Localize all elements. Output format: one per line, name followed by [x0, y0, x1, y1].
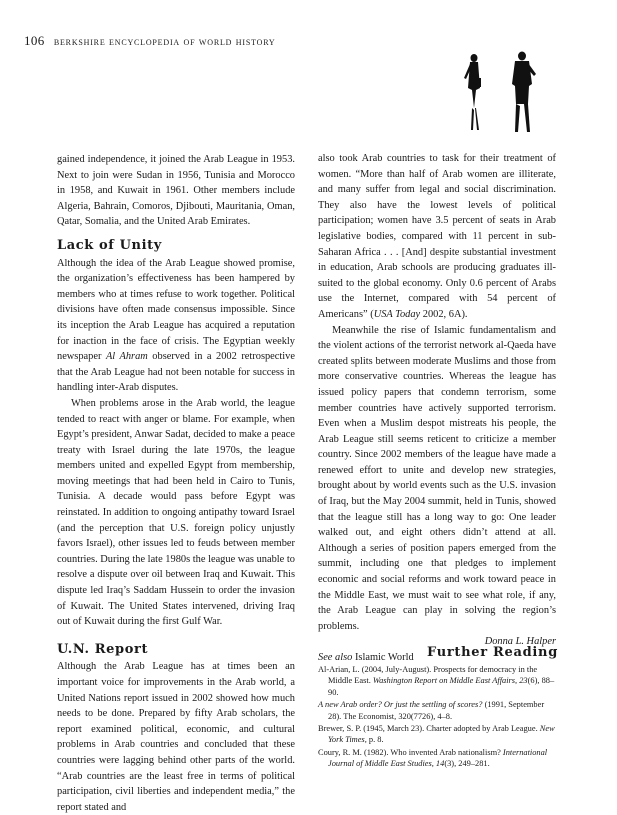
- see-also-label: See also: [318, 652, 353, 663]
- running-title: berkshire encyclopedia of world history: [53, 36, 276, 48]
- right-column: [318, 151, 556, 666]
- left-column: [57, 152, 295, 815]
- paragraph-lack-of-unity: Although the idea of the Arab League showed promise, the organization’s effectiveness has been hampered by members who at times refuse to work together. Political divisions have often made consensus impossible. Since its inception the Arab League has acquired a reputation for inaction in the face of crisis. The Egyptian weekly newspaper Al Ahram observed in a 2002 retrospective that the Arab League had not been notable for success in handling inter-Arab disputes.: [57, 257, 295, 394]
- reference-item: Coury, R. M. (1982). Who invented Arab nationalism? International Journal of Middle East Studies, 14(3), 249–281.: [318, 747, 548, 769]
- see-also-link[interactable]: Islamic World: [352, 652, 414, 663]
- further-reading: [318, 645, 558, 771]
- further-reading-title: Further Reading: [427, 645, 558, 660]
- paragraph-problems: When problems arose in the Arab world, the league tended to react with anger or blame. For example, when Egypt’s president, Anwar Sadat, decided to make a peace treaty with Israel during the late 1970s, the league members united and expelled Egypt from membership, moving meetings that had been held in Cairo to Tunis, Tunisia. A decade would pass before Egypt was reinstated. In addition to ongoing antipathy toward Israel (and the perception that U.S. foreign policy unjustly favors Israel), other issues led to feuds between member countries. During the late 1980s the league was unable to resolve a dispute over oil between Iraq and Kuwait. This dispute led Iraq’s Saddam Hussein to order the invasion of Kuwait. The United States intervened, driving Iraq out of Kuwait during the first Gulf War.: [57, 397, 295, 628]
- page-number: 106: [24, 33, 45, 48]
- al-ahram-title: Al Ahram: [105, 351, 148, 363]
- usa-today-title: USA Today: [373, 308, 421, 320]
- reference-item: A new Arab order? Or just the settling of scores? (1991, September 28). The Economist, 320(7726), 4–8.: [318, 700, 545, 721]
- paragraph-intro: gained independence, it joined the Arab League in 1953. Next to join were Sudan in 1956, Tunisia and Morocco in 1958, and Kuwait in 1961. Other members include Algeria, Bahrain, Comoros, Djibouti, Mauritania, Oman, Qatar, Somalia, and the United Arab Emirates.: [57, 154, 295, 228]
- paragraph-fundamentalism: Meanwhile the rise of Islamic fundamentalism and the violent actions of the terrorist network al-Qaeda have created splits between moderate Muslims and those from more conservative countries. Whereas the league has issued policy papers that condemn terrorism, some member countries have actively supported terrorism. Even when a Muslim despot mistreats his people, the Arab League still seems reticent to criticize a member country. Since 2002 members of the league have made a renewed effort to unite and develop new strategies, brought about by world events such as the U.S. invasion of Iraq, but the May 2004 summit, held in Tunis, showed that the league still has a long way to go: One leader walked out, and eight others didn’t attend at all. Although a series of position papers emerged from the summit, including one that pledges to implement economic and social reforms and work toward peace in the Middle East, we must wait to see what role, if any, the Arab League can play in solving the region’s problems.: [318, 324, 556, 632]
- author-signature: Donna L. Halper: [484, 636, 556, 648]
- heading-un-report: U.N. Report: [57, 641, 149, 657]
- paragraph-un-report: Although the Arab League has at times been an important voice for improvements in the Arab world, a United Nations report issued in 2002 showed how much needs to be done. Prepared by fifty Arab scholars, the report examined political, economic, and cultural problems in Arab countries and concluded that these countries were lagging behind other parts of the world. “Arab countries are the least free in terms of political participation, civil liberties and independent media,” the report stated and: [57, 661, 295, 813]
- paragraph-women: also took Arab countries to task for their treatment of women. “More than half of Arab women are illiterate, and many suffer from legal and social discrimination. They also have the lowest levels of political participation; women have 3.5 percent of seats in Arab legislative bodies, compared with 11 percent in sub-Saharan Africa . . . [And] despite substantial investment in education, Arab schools are producing graduates ill-suited to the global economy. Only 0.6 percent of Arabs use the Internet, compared with 54 percent of Americans” (USA Today 2002, 6A).: [318, 153, 556, 320]
- running-head: [24, 33, 275, 49]
- reference-item: Brewer, S. P. (1945, March 23). Charter adopted by Arab League. New York Times, p. 8.: [318, 724, 555, 745]
- heading-lack-of-unity: Lack of Unity: [57, 237, 162, 253]
- decorative-figures-illustration: [452, 48, 552, 136]
- reference-item: Al-Arian, L. (2004, July-August). Prospects for democracy in the Middle East. Washington Report on Middle East Affairs, 23(6), 88–90.: [318, 665, 555, 697]
